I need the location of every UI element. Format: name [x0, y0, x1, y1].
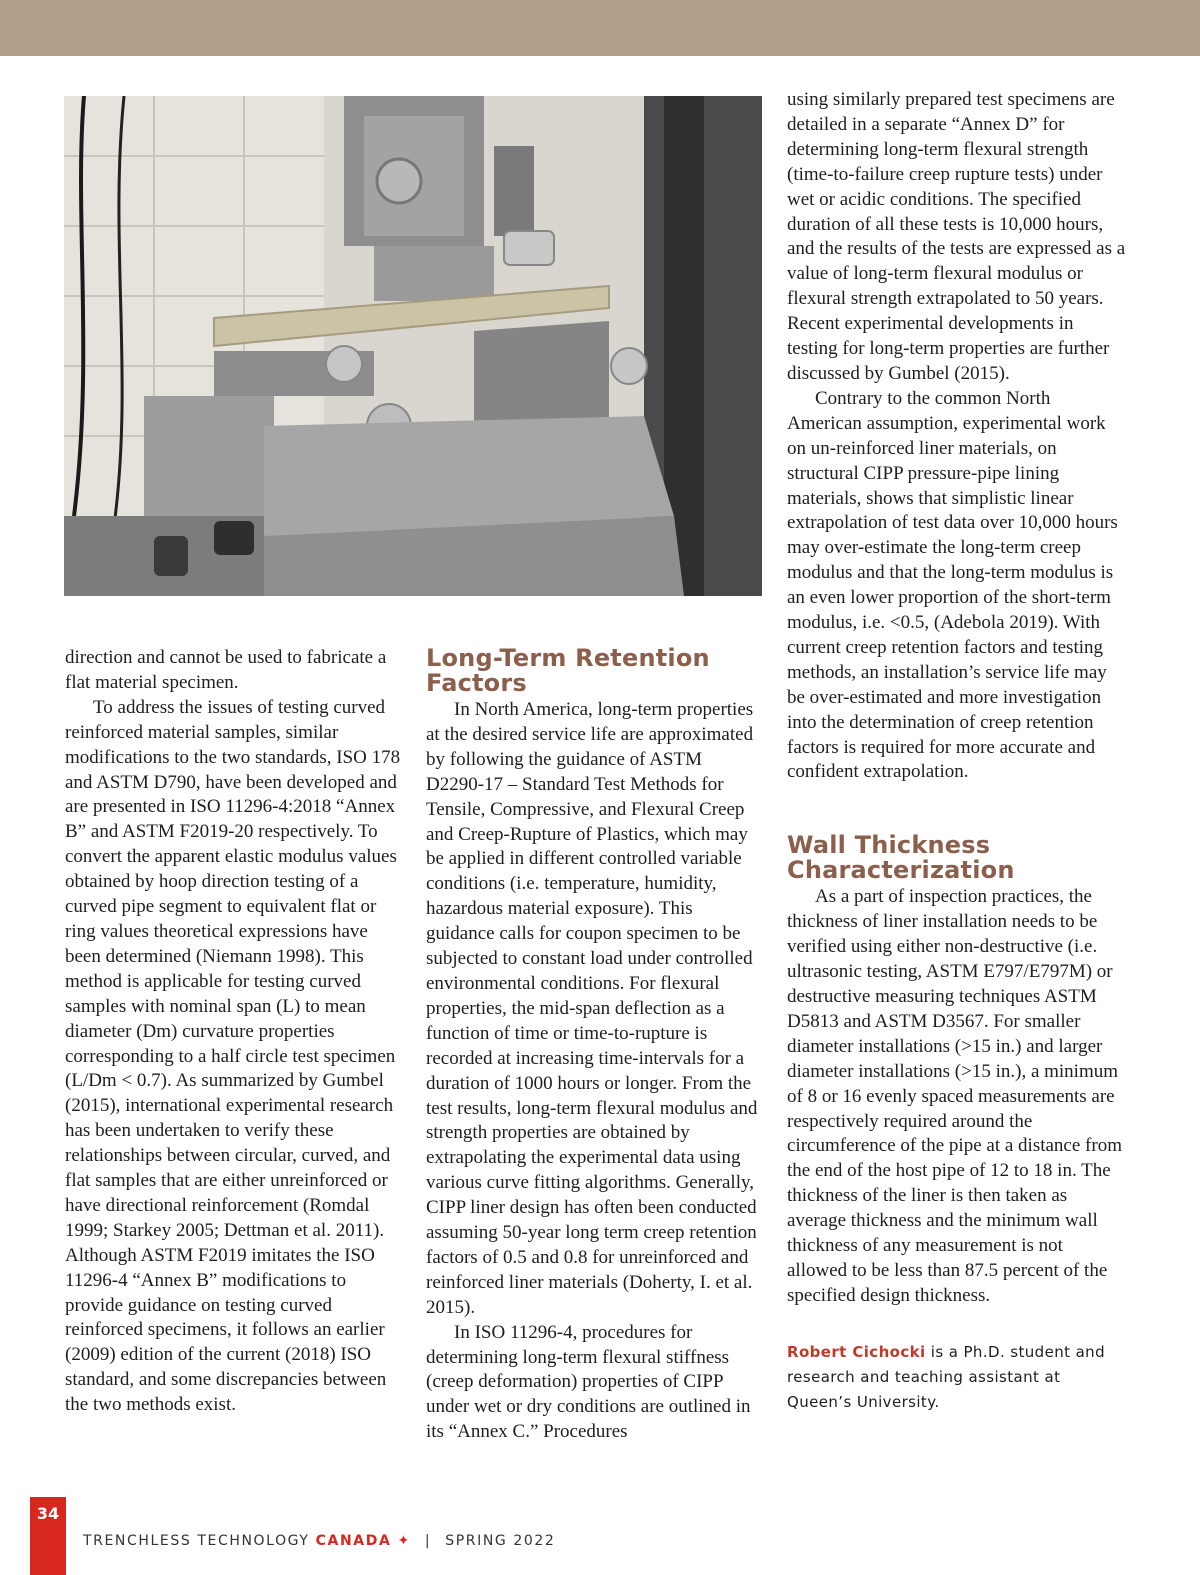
paragraph: In North America, long-term properties at the desired service life are approximated by following the guidance of ASTM D2290-17 – Standard Test Methods for Tensile, Compressive, and Flexural Creep and Creep-Rupture of Plastics, which may be applied in different controlled variable conditions (i.e. temperature, humidity, hazardous material exposure). This guidance calls for coupon specimen to be subjected to constant load under controlled environmental conditions. For flexural properties, the mid-span deflection as a function of time or time-to-rupture is recorded at increasing time-intervals for a duration of 1000 hours or longer. From the test results, long-term flexural modulus and strength properties are obtained by extrapolating the experimental data using various curve fitting algorithms. Generally, CIPP liner design has often been conducted assuming 50-year long term creep retention factors of 0.5 and 0.8 for unreinforced and reinforced liner materials (Doherty, I. et al. 2015). — [426, 699, 758, 1318]
paragraph: As a part of inspection practices, the thickness of liner installation needs to be verified using either non-destructive (i.e. ultrasonic testing, ASTM E797/E797M) or destructive measuring techniques ASTM D5813 and ASTM D3567. For smaller diameter installations (>15 in.) and larger diameter installations (>15 in.), a minimum of 8 or 16 evenly spaced measurements are respectively required around the circumference of the pipe at a distance from the end of the host pipe of 12 to 18 in. The thickness of the liner is then taken as average thickness and the minimum wall thickness of any measurement is not allowed to be less than 87.5 percent of the specified design thickness. — [787, 886, 1122, 1306]
test-fixture-photo — [64, 96, 762, 596]
section-heading-wall-thickness: Wall Thickness Characterization — [787, 831, 1015, 885]
paragraph: direction and cannot be used to fabricate a flat material specimen. — [65, 647, 387, 693]
top-color-band — [0, 0, 1200, 56]
section-heading-retention: Long-Term Retention Factors — [426, 644, 710, 697]
right-text-column — [787, 88, 1127, 1415]
maple-leaf-icon: ✦ — [397, 1533, 411, 1549]
paragraph: To address the issues of testing curved reinforced material samples, similar modifications to the two standards, ISO 178 and ASTM D790, have been developed and are presented in ISO 11296-4:2018 “Annex B” and ASTM F2019-20 respectively. To convert the apparent elastic modulus values obtained by hoop direction testing of a curved pipe segment to equivalent flat or ring values theoretical expressions have been determined (Niemann 1998). This method is applicable for testing curved samples with nominal span (L) to mean diameter (Dm) curvature properties corresponding to a half circle test specimen (L/Dm < 0.7). As summarized by Gumbel (2015), international experimental research has been undertaken to verify these relationships between circular, curved, and flat samples that are either unreinforced or have directional reinforcement (Romdal 1999; Starkey 2005; Dettman et al. 2011). Although ASTM F2019 imitates the ISO 11296-4 “Annex B” modifications to provide guidance on testing curved reinforced specimens, it follows an earlier (2009) edition of the current (2018) ISO standard, and some discrepancies between the two methods exist. — [65, 696, 401, 1416]
author-name: Robert Cichocki — [787, 1342, 926, 1361]
footer-separator: | — [424, 1533, 432, 1549]
paragraph: Contrary to the common North American assumption, experimental work on un-reinforced liner materials, on structural CIPP pressure-pipe lining materials, shows that simplistic linear extrapolation of test data over 10,000 hours may over-estimate the long-term creep modulus and that the long-term modulus is an even lower proportion of the short-term modulus, i.e. <0.5, (Adebola 2019). With current creep retention factors and testing methods, an installation’s service life may be over-estimated and more investigation into the determination of creep retention factors is required for more accurate and confident extrapolation. — [787, 387, 1118, 783]
publication-name: TRENCHLESS TECHNOLOGY — [83, 1533, 310, 1549]
author-bio: is a Ph.D. student and research and teaching assistant at Queen’s University. — [787, 1342, 1106, 1411]
page-number: 34 — [30, 1497, 66, 1575]
paragraph: In ISO 11296-4, procedures for determining long-term flexural stiffness (creep deformation) properties of CIPP under wet or dry conditions are outlined in its “Annex C.” Procedures — [426, 1321, 751, 1443]
author-byline — [787, 1340, 1127, 1415]
page-footer — [83, 1533, 555, 1549]
paragraph: using similarly prepared test specimens are detailed in a separate “Annex D” for determining long-term flexural strength (time-to-failure creep rupture tests) under wet or acidic conditions. The specified duration of all these tests is 10,000 hours, and the results of the tests are expressed as a value of long-term flexural modulus or flexural strength extrapolated to 50 years. Recent experimental developments in testing for long-term properties are further discussed by Gumbel (2015). — [787, 89, 1126, 384]
issue-date: SPRING 2022 — [445, 1533, 556, 1549]
left-text-column — [65, 646, 405, 1418]
middle-text-column — [426, 646, 764, 1445]
publication-country: CANADA — [315, 1533, 392, 1549]
